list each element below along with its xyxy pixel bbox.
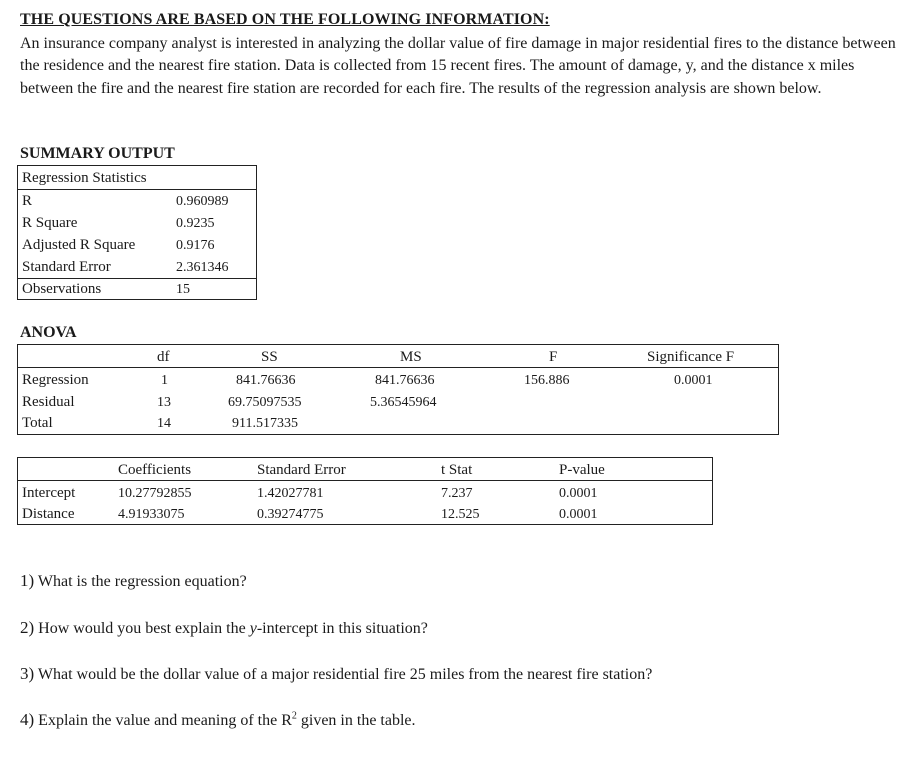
stat-value: 0.960989 (176, 194, 229, 209)
anova-row-label: Regression (22, 372, 89, 388)
anova-df: 14 (157, 416, 171, 431)
table-divider (18, 189, 256, 190)
question-number: 4) (20, 710, 35, 729)
summary-output-title: SUMMARY OUTPUT (20, 145, 175, 162)
question-text: What is the regression equation? (37, 573, 247, 590)
coef-t-stat: 12.525 (441, 507, 480, 522)
information-heading: THE QUESTIONS ARE BASED ON THE FOLLOWING INFORMATION: (20, 11, 550, 28)
anova-row-label: Residual (22, 394, 75, 410)
stat-label: R (22, 193, 33, 209)
coef-value: 4.91933075 (118, 507, 185, 522)
question-number: 1) (20, 571, 35, 590)
coef-standard-error: 0.39274775 (257, 507, 324, 522)
anova-ss: 911.517335 (232, 416, 298, 431)
coef-row-label: Intercept (22, 485, 76, 501)
coef-t-stat: 7.237 (441, 486, 473, 501)
coef-p-value: 0.0001 (559, 507, 598, 522)
stat-label: R Square (22, 215, 78, 231)
stat-label: Adjusted R Square (22, 237, 136, 253)
question-text-continued: given in the table. (296, 712, 416, 729)
anova-df: 13 (157, 395, 171, 410)
regression-statistics-header: Regression Statistics (22, 170, 147, 186)
stat-label: Standard Error (22, 259, 111, 275)
anova-header-df: df (157, 349, 170, 365)
anova-ss: 69.75097535 (228, 395, 302, 410)
question-text-continued: -intercept in this situation? (256, 620, 428, 637)
question-text: Explain the value and meaning of the R (38, 712, 292, 729)
anova-table (17, 344, 779, 435)
anova-f: 156.886 (524, 373, 570, 388)
stat-label: Observations (22, 281, 102, 297)
stat-value: 0.9235 (176, 216, 215, 231)
anova-ms: 841.76636 (375, 373, 435, 388)
coef-header-coefficients: Coefficients (118, 462, 192, 478)
question-1 (20, 571, 247, 591)
question-3 (20, 664, 652, 684)
coef-p-value: 0.0001 (559, 486, 598, 501)
table-divider (18, 278, 256, 279)
question-emphasis: y (249, 620, 257, 637)
regression-statistics-table (17, 165, 257, 300)
anova-ss: 841.76636 (236, 373, 296, 388)
anova-header-ss: SS (261, 349, 278, 365)
coef-value: 10.27792855 (118, 486, 192, 501)
coef-header-standard-error: Standard Error (257, 462, 346, 478)
stat-value: 15 (176, 282, 190, 297)
coef-row-label: Distance (22, 506, 75, 522)
anova-row-label: Total (22, 415, 53, 431)
question-number: 3) (20, 664, 35, 683)
question-number: 2) (20, 618, 35, 637)
anova-significance-f: 0.0001 (674, 373, 713, 388)
coef-header-t-stat: t Stat (441, 462, 473, 478)
table-divider (18, 367, 778, 368)
question-2 (20, 618, 428, 638)
r-squared-superscript: 2 (291, 710, 297, 722)
anova-ms: 5.36545964 (370, 395, 437, 410)
table-divider (18, 480, 712, 481)
question-text: What would be the dollar value of a major residential fire 25 miles from the nearest fire station? (37, 666, 653, 683)
coefficients-table (17, 457, 713, 525)
anova-title: ANOVA (20, 324, 77, 341)
anova-header-f: F (549, 349, 558, 365)
problem-description: An insurance company analyst is interested in analyzing the dollar value of fire damage in major residential fires to the distance between the residence and the nearest fire station. Data is collected from 15 recent fires. The amount of damage, y, and the distance x miles between the fire and the nearest fire station are recorded for each fire. The results of the regression analysis are shown below. (20, 35, 896, 97)
coef-standard-error: 1.42027781 (257, 486, 324, 501)
anova-header-ms: MS (400, 349, 422, 365)
stat-value: 2.361346 (176, 260, 229, 275)
anova-header-significance-f: Significance F (647, 349, 735, 365)
stat-value: 0.9176 (176, 238, 215, 253)
anova-df: 1 (161, 373, 168, 388)
question-text: How would you best explain the (38, 620, 250, 637)
coef-header-p-value: P-value (559, 462, 605, 478)
question-4 (20, 710, 416, 730)
